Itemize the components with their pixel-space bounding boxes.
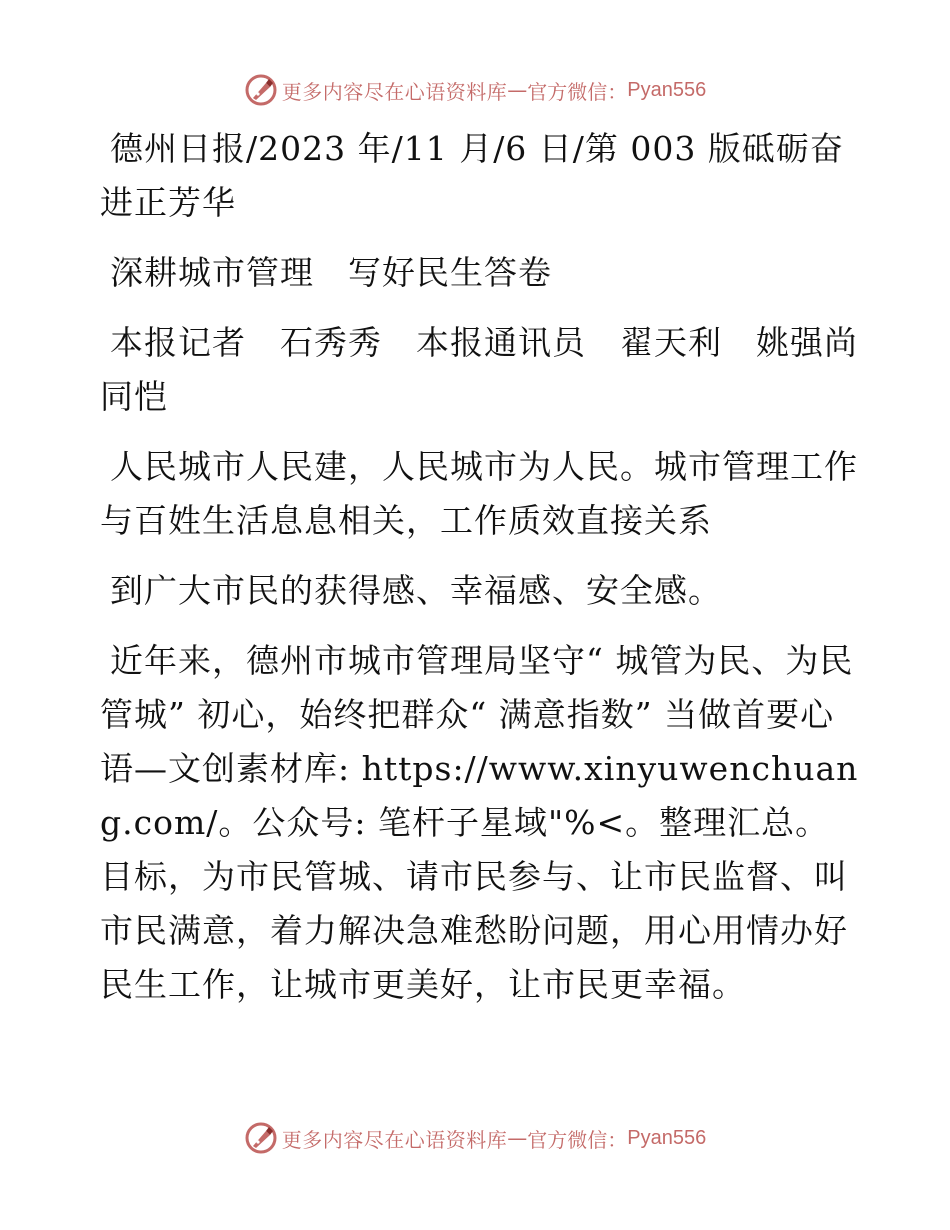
paragraph-intro (100, 440, 860, 548)
paragraph-byline (100, 316, 860, 424)
paragraph-text: 人民城市人民建，人民城市为人民。城市管理工作与百姓生活息息相关，工作质效直接关系 (100, 447, 858, 540)
paragraph-text: 到广大市民的获得感、幸福感、安全感。 (110, 571, 722, 610)
banner-wechat-label: 官方微信： (527, 79, 628, 104)
pen-nib-logo-icon (244, 1121, 278, 1155)
paragraph-text: 本报记者 石秀秀 本报通讯员 翟天利 姚强尚同恺 (100, 323, 858, 416)
paragraph-text: 深耕城市管理 写好民生答卷 (110, 253, 552, 292)
paragraph-text: 近年来，德州市城市管理局坚守“ 城管为民、为民管城” 初心，始终把群众“ 满意指数” 当做首要心语—文创素材库: https://www.xinyuwenchuang.com/。公众号: 笔杆子星域"%<。整理汇总。目标，为市民管城、请市民参与、让市民监督、叫市民满意，着力解决急难愁盼问题，用心用情办好民生工作，让城市更美好，让市民更幸福。 (100, 641, 859, 1004)
paragraph-headline (100, 246, 860, 300)
banner-separator: — (507, 78, 528, 102)
banner-separator: — (507, 1126, 528, 1150)
footer-watermark-banner (0, 1118, 950, 1158)
banner-text: 更多内容尽在心语资料库 (281, 79, 508, 104)
paragraph-intro-continued (100, 564, 860, 618)
paragraph-body (100, 634, 860, 1012)
paragraph-text: 德州日报/2023 年/11 月/6 日/第 003 版砥砺奋进正芳华 (100, 129, 844, 222)
banner-wechat-label: 官方微信： (527, 1127, 628, 1152)
document-body (100, 122, 860, 1028)
banner-wechat-id: Pyan556 (627, 78, 707, 101)
pen-nib-logo-icon (244, 73, 278, 107)
header-watermark-banner (0, 70, 950, 110)
banner-wechat-id: Pyan556 (627, 1126, 707, 1149)
paragraph-source-line (100, 122, 860, 230)
banner-text: 更多内容尽在心语资料库 (281, 1127, 508, 1152)
